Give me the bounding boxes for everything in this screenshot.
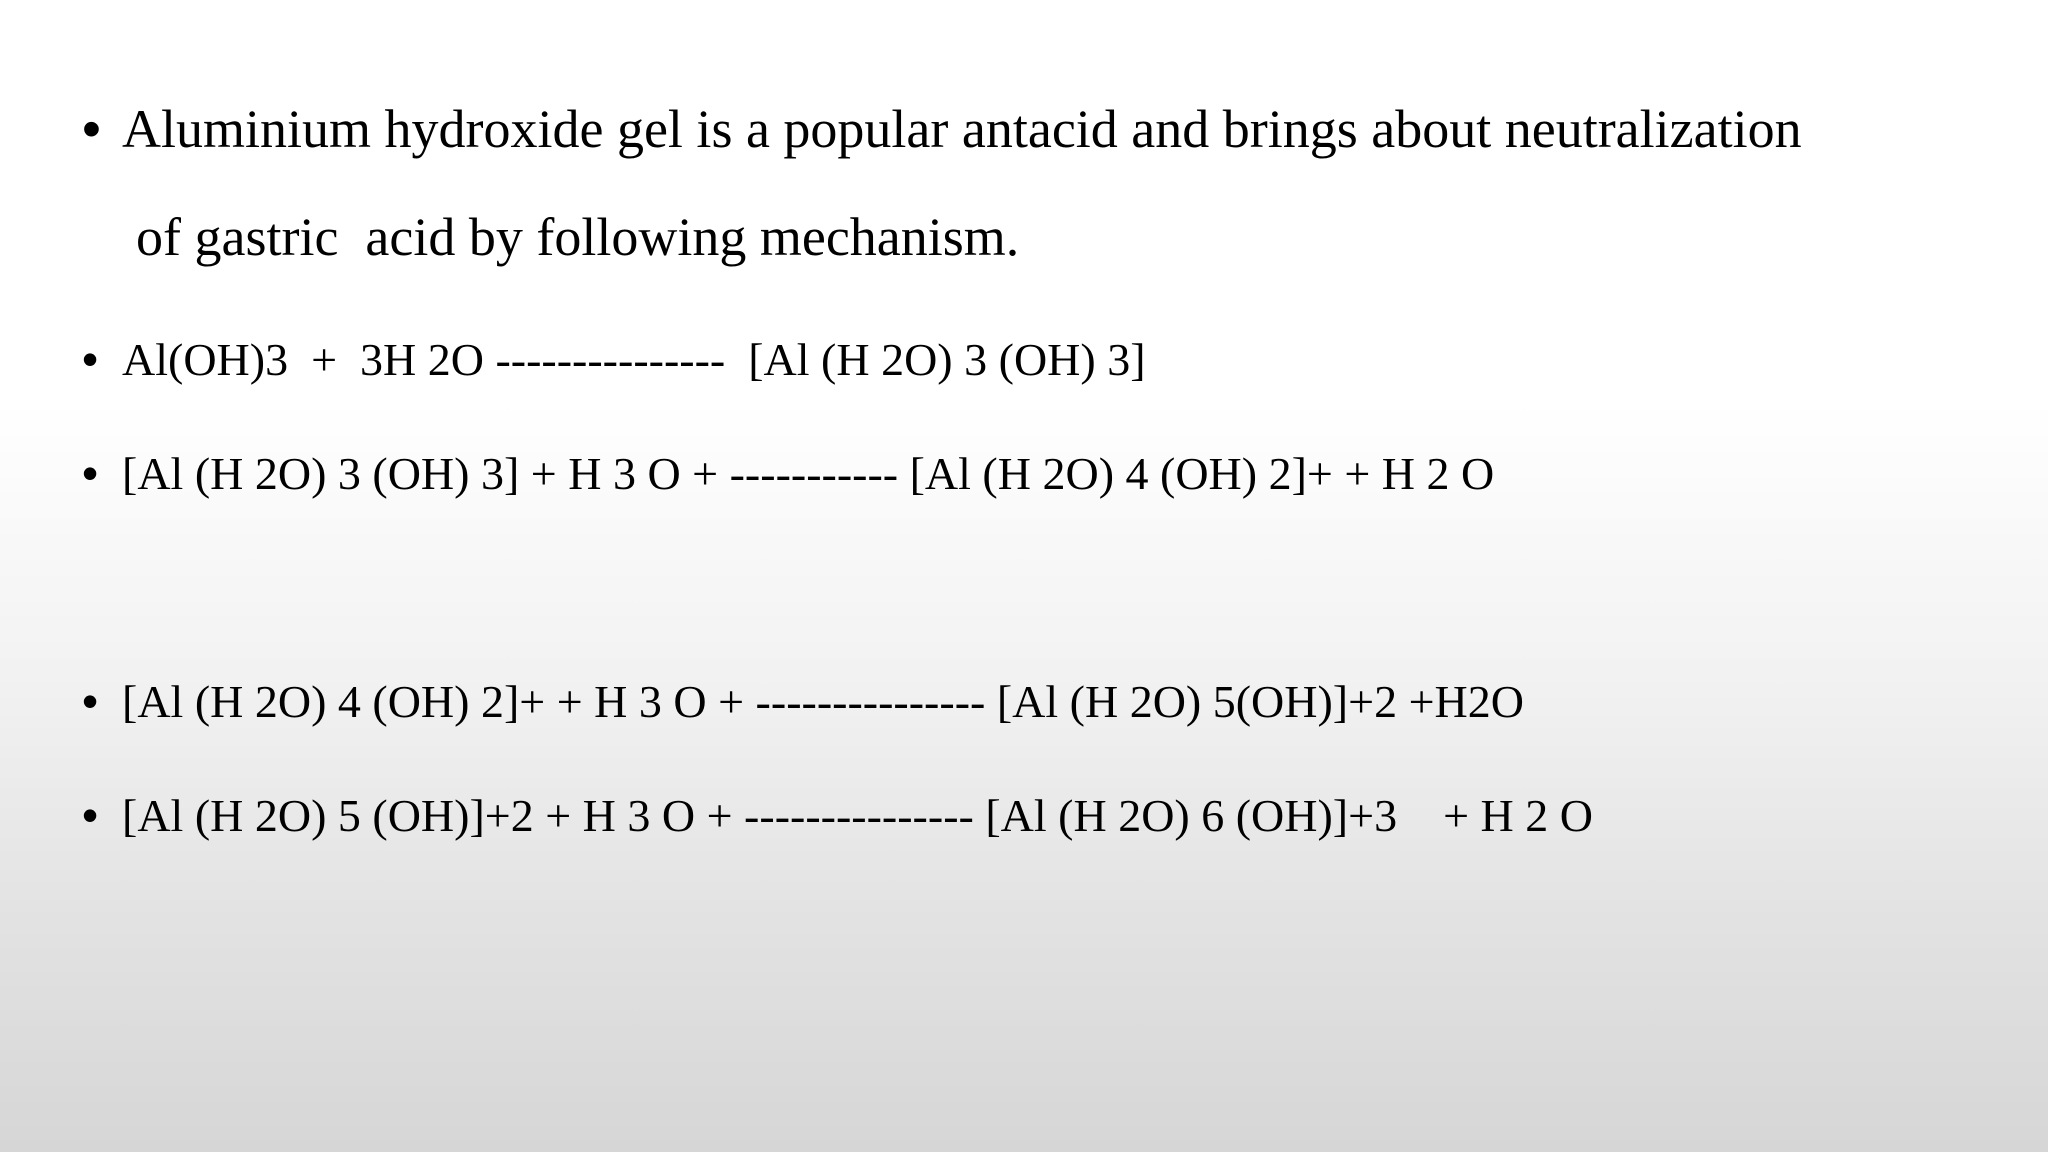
bullet-dot-icon: • [82,675,99,727]
equation-text: [Al (H 2O) 4 (OH) 2]+ + H 3 O + --------------- [Al (H 2O) 5(OH)]+2 +H2O [122,676,1524,727]
intro-text-line-1: Aluminium hydroxide gel is a popular antacid and brings about neutralization [122,99,1802,159]
bullet-dot-icon: • [82,789,99,841]
equation-item-4 [82,788,1593,842]
equation-item-2 [82,446,1494,500]
bullet-dot-icon: • [82,99,101,159]
equation-text: Al(OH)3 + 3H 2O --------------- [Al (H 2O) 3 (OH) 3] [122,334,1146,385]
equation-item-1 [82,332,1146,386]
bullet-dot-icon: • [82,333,99,385]
equation-text: [Al (H 2O) 5 (OH)]+2 + H 3 O + --------------- [Al (H 2O) 6 (OH)]+3 + H 2 O [122,790,1593,841]
equation-item-3 [82,674,1524,728]
bullet-dot-icon: • [82,447,99,499]
intro-text-line-2: of gastric acid by following mechanism. [136,207,1020,267]
intro-bullet-item [82,98,1802,160]
equation-text: [Al (H 2O) 3 (OH) 3] + H 3 O + ----------- [Al (H 2O) 4 (OH) 2]+ + H 2 O [122,448,1495,499]
